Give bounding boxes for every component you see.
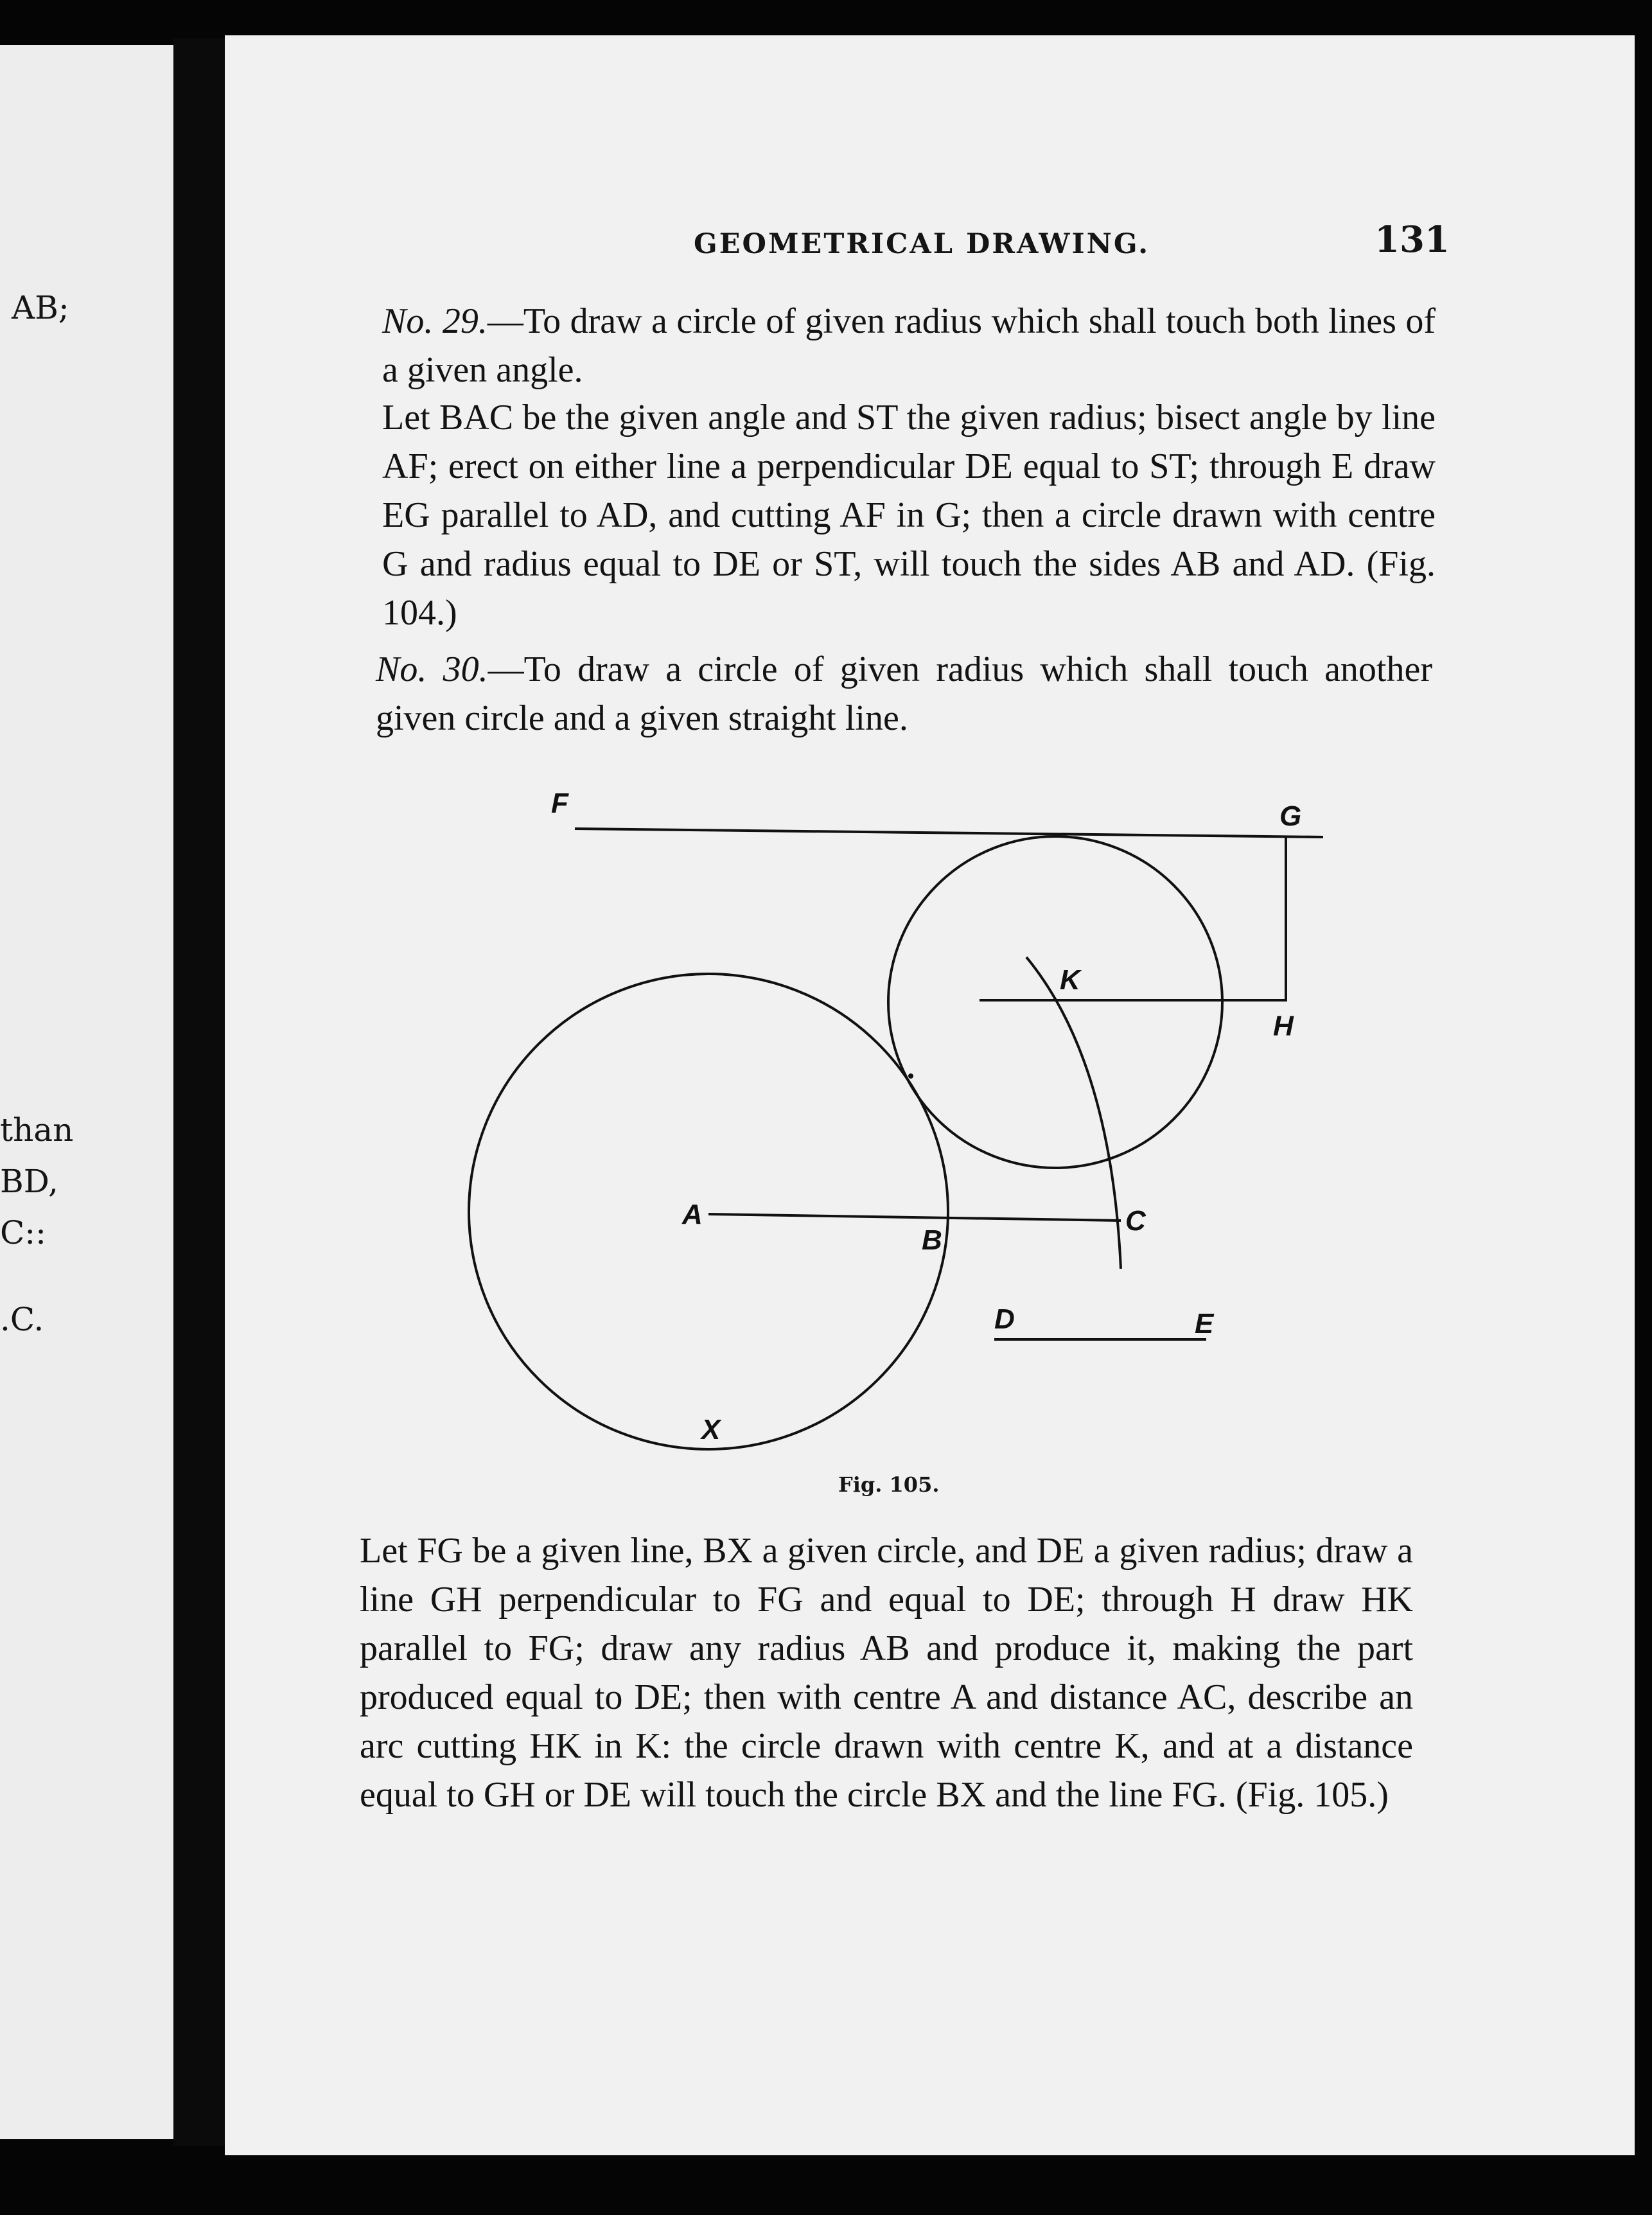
- left-page-fragment-3: BD,: [0, 1163, 58, 1200]
- label-f: F: [551, 788, 568, 819]
- label-g: G: [1279, 800, 1302, 832]
- problem-label-30: No. 30.: [376, 649, 488, 689]
- page-number: 131: [1375, 218, 1450, 261]
- label-h: H: [1273, 1010, 1294, 1042]
- line-fg: [575, 829, 1323, 837]
- line-abc: [708, 1214, 1121, 1221]
- label-c: C: [1125, 1205, 1146, 1237]
- left-page-fragment-2: than: [0, 1111, 74, 1149]
- line-gh: [1224, 837, 1286, 1000]
- label-d: D: [994, 1303, 1015, 1335]
- problem-text-30: —To draw a circle of given radius which shall touch another given circle and a given straight line.: [376, 649, 1432, 738]
- left-page-fragment-1: AB;: [12, 289, 69, 326]
- paragraph-construction-105: Let FG be a given line, BX a given circle, and DE a given radius; draw a line GH perpendicular to FG and equal to DE; through H draw HK parallel to FG; draw any radius AB and produce it, making the part produced equal to DE; then with centre A and distance AC, describe an arc cutting HK in K: the circle drawn with centre K, and at a distance equal to GH or DE will touch the circle BX and the line FG. (Fig. 105.): [360, 1531, 1413, 1815]
- figure-caption: Fig. 105.: [838, 1472, 940, 1497]
- label-a: A: [682, 1199, 703, 1230]
- running-head: GEOMETRICAL DRAWING.: [694, 228, 1150, 260]
- paragraph-construction-104: Let BAC be the given angle and ST the given radius; bisect angle by line AF; erect on either line a perpendicular DE equal to ST; through E draw EG parallel to AD, and cutting AF in G; then a circle drawn with centre G and radius equal to DE or ST, will touch the sides AB and AD. (Fig. 104.): [382, 398, 1436, 633]
- label-k: K: [1060, 964, 1080, 996]
- label-e: E: [1195, 1308, 1214, 1339]
- left-page-fragment-4: C::: [0, 1214, 46, 1251]
- arc-ac: [1026, 957, 1121, 1269]
- problem-text-29: —To draw a circle of given radius which shall touch both lines of a given angle.: [382, 301, 1436, 390]
- circle-bx: [469, 974, 948, 1449]
- problem-label-29: No. 29.: [382, 301, 488, 341]
- left-page-fragment-5: .C.: [0, 1301, 44, 1338]
- label-b: B: [922, 1224, 942, 1256]
- label-x: X: [701, 1414, 721, 1445]
- circle-k: [888, 836, 1222, 1168]
- tangent-point-mark: [908, 1073, 913, 1079]
